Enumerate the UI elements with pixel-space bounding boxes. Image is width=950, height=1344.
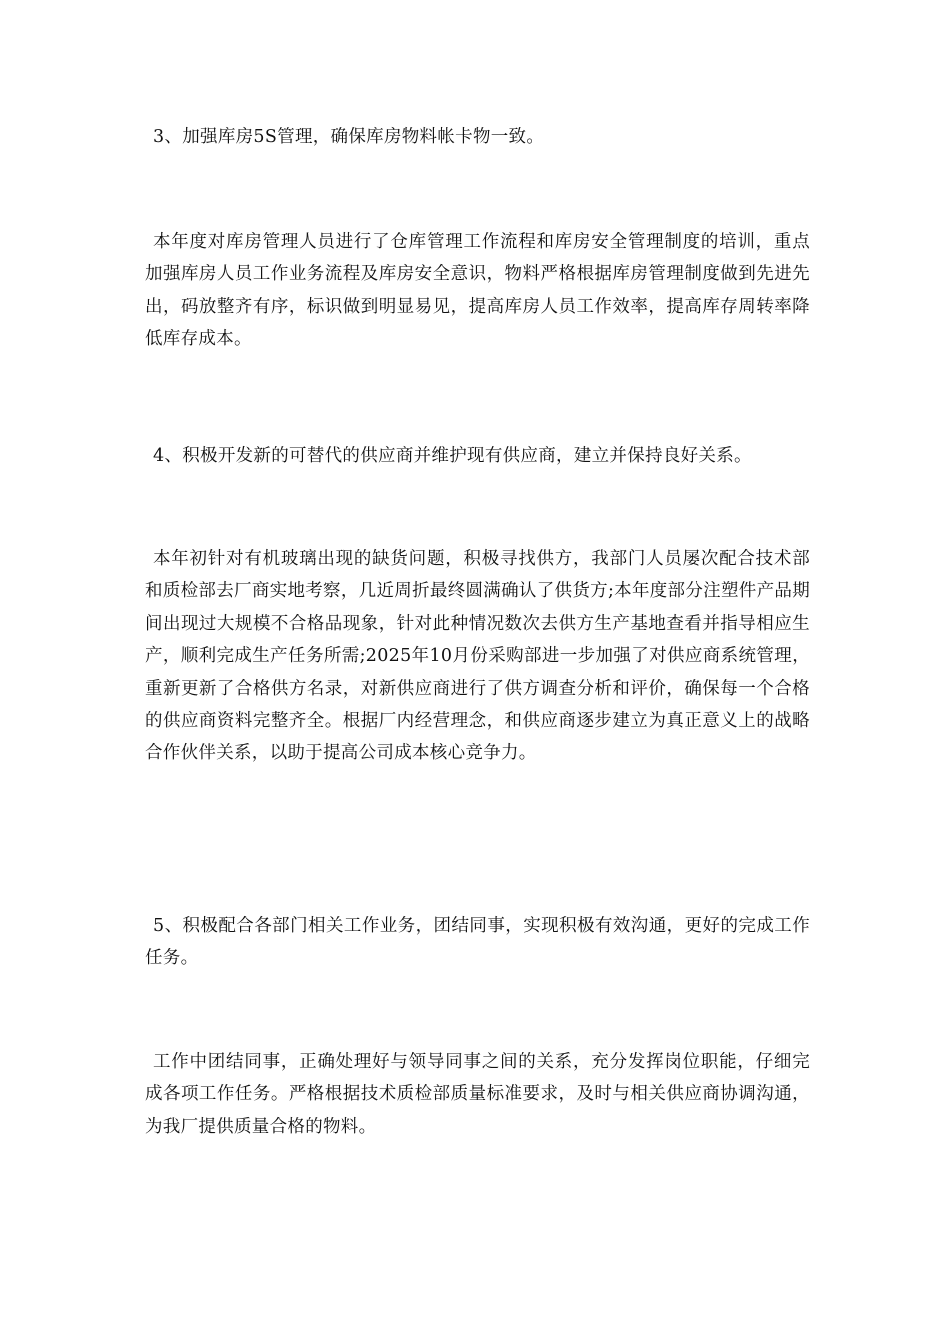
section-heading-5: 5、积极配合各部门相关工作业务，团结同事，实现积极有效沟通，更好的完成工作任务。 — [145, 916, 810, 969]
section-heading-3: 3、加强库房5S管理，确保库房物料帐卡物一致。 — [153, 127, 545, 147]
section-body-5: 工作中团结同事，正确处理好与领导同事之间的关系，充分发挥岗位职能，仔细完成各项工作任务。严格根据技术质检部质量标准要求，及时与相关供应商协调沟通，为我厂提供质量合格的物料。 — [145, 1052, 810, 1137]
section-body-4: 本年初针对有机玻璃出现的缺货问题，积极寻找供方，我部门人员屡次配合技术部和质检部去厂商实地考察，几近周折最终圆满确认了供货方;本年度部分注塑件产品期间出现过大规模不合格品现象，针对此种情况数次去供方生产基地查看并指导相应生产，顺利完成生产任务所需;2025年10月份采购部进一步加强了对供应商系统管理，重新更新了合格供方名录，对新供应商进行了供方调查分析和评价，确保每一个合格的供应商资料完整齐全。根据厂内经营理念，和供应商逐步建立为真正意义上的战略合作伙伴关系，以助于提高公司成本核心竞争力。 — [145, 549, 810, 764]
section-heading-4: 4、积极开发新的可替代的供应商并维护现有供应商，建立并保持良好关系。 — [153, 446, 752, 466]
section-body-3: 本年度对库房管理人员进行了仓库管理工作流程和库房安全管理制度的培训，重点加强库房人员工作业务流程及库房安全意识，物料严格根据库房管理制度做到先进先出，码放整齐有序，标识做到明显易见，提高库房人员工作效率，提高库存周转率降低库存成本。 — [145, 232, 810, 350]
